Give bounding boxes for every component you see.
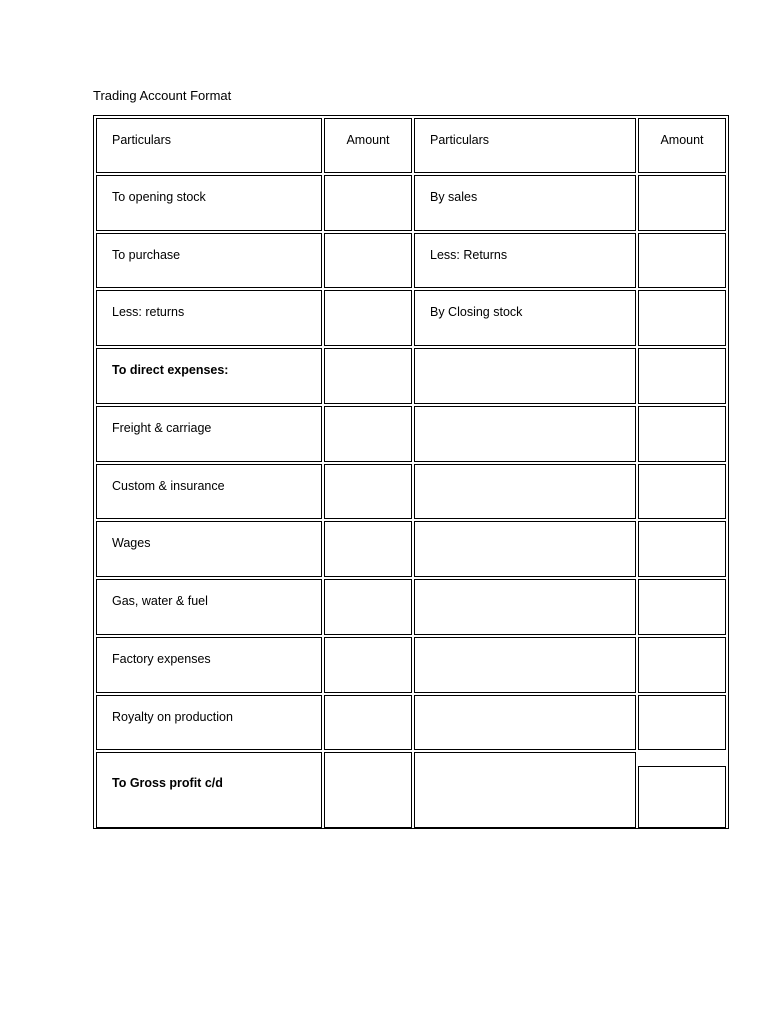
- header-particulars-left: [96, 118, 322, 173]
- debit-amount-cell: [324, 290, 412, 346]
- credit-amount-cell: [638, 695, 726, 750]
- debit-item-label: To purchase: [112, 248, 181, 262]
- debit-particular-cell: [96, 521, 322, 577]
- credit-particular-cell: [414, 233, 636, 288]
- credit-particular-cell: [414, 752, 636, 828]
- credit-amount-cell: [638, 464, 726, 519]
- debit-item-label: To Gross profit c/d: [112, 776, 223, 790]
- debit-amount-cell: [324, 348, 412, 404]
- debit-amount-cell: [324, 464, 412, 519]
- credit-particular-cell: [414, 464, 636, 519]
- debit-particular-cell: [96, 290, 322, 346]
- debit-particular-cell: [96, 406, 322, 462]
- credit-particular-cell: [414, 579, 636, 635]
- header-label: Particulars: [112, 133, 172, 147]
- debit-amount-cell: [324, 637, 412, 693]
- header-label: Amount: [660, 133, 704, 147]
- debit-amount-cell: [324, 175, 412, 231]
- debit-amount-cell: [324, 406, 412, 462]
- header-label: Particulars: [430, 133, 490, 147]
- credit-total-amount-cell: [638, 766, 726, 828]
- trading-account-table: [93, 115, 729, 829]
- credit-particular-cell: [414, 521, 636, 577]
- header-label: Amount: [346, 133, 390, 147]
- debit-amount-cell: [324, 579, 412, 635]
- header-particulars-right: [414, 118, 636, 173]
- credit-particular-cell: [414, 637, 636, 693]
- credit-particular-cell: [414, 348, 636, 404]
- credit-item-label: By sales: [430, 190, 478, 204]
- credit-item-label: By Closing stock: [430, 305, 523, 319]
- credit-amount-cell: [638, 175, 726, 231]
- credit-amount-cell: [638, 406, 726, 462]
- credit-particular-cell: [414, 290, 636, 346]
- debit-particular-cell: [96, 233, 322, 288]
- debit-item-label: To direct expenses:: [112, 363, 229, 377]
- debit-particular-cell: [96, 464, 322, 519]
- credit-amount-cell: [638, 521, 726, 577]
- credit-item-label: Less: Returns: [430, 248, 508, 262]
- debit-item-label: Royalty on production: [112, 710, 233, 724]
- debit-item-label: Wages: [112, 536, 151, 550]
- debit-item-label: Custom & insurance: [112, 479, 225, 493]
- debit-particular-cell: [96, 637, 322, 693]
- debit-particular-cell: [96, 695, 322, 750]
- debit-amount-cell: [324, 521, 412, 577]
- credit-amount-cell: [638, 233, 726, 288]
- header-amount-left: [324, 118, 412, 173]
- debit-particular-cell: [96, 579, 322, 635]
- credit-particular-cell: [414, 175, 636, 231]
- debit-amount-cell: [324, 695, 412, 750]
- debit-amount-cell: [324, 752, 412, 828]
- debit-item-label: Gas, water & fuel: [112, 594, 208, 608]
- debit-amount-cell: [324, 233, 412, 288]
- debit-item-label: To opening stock: [112, 190, 206, 204]
- credit-particular-cell: [414, 695, 636, 750]
- credit-amount-cell: [638, 579, 726, 635]
- debit-particular-cell: [96, 348, 322, 404]
- debit-item-label: Less: returns: [112, 305, 185, 319]
- debit-particular-cell: [96, 752, 322, 828]
- credit-particular-cell: [414, 406, 636, 462]
- debit-particular-cell: [96, 175, 322, 231]
- credit-amount-cell: [638, 637, 726, 693]
- credit-amount-cell: [638, 348, 726, 404]
- debit-item-label: Freight & carriage: [112, 421, 212, 435]
- debit-item-label: Factory expenses: [112, 652, 211, 666]
- header-amount-right: [638, 118, 726, 173]
- credit-amount-cell: [638, 290, 726, 346]
- document-title: Trading Account Format: [93, 88, 232, 103]
